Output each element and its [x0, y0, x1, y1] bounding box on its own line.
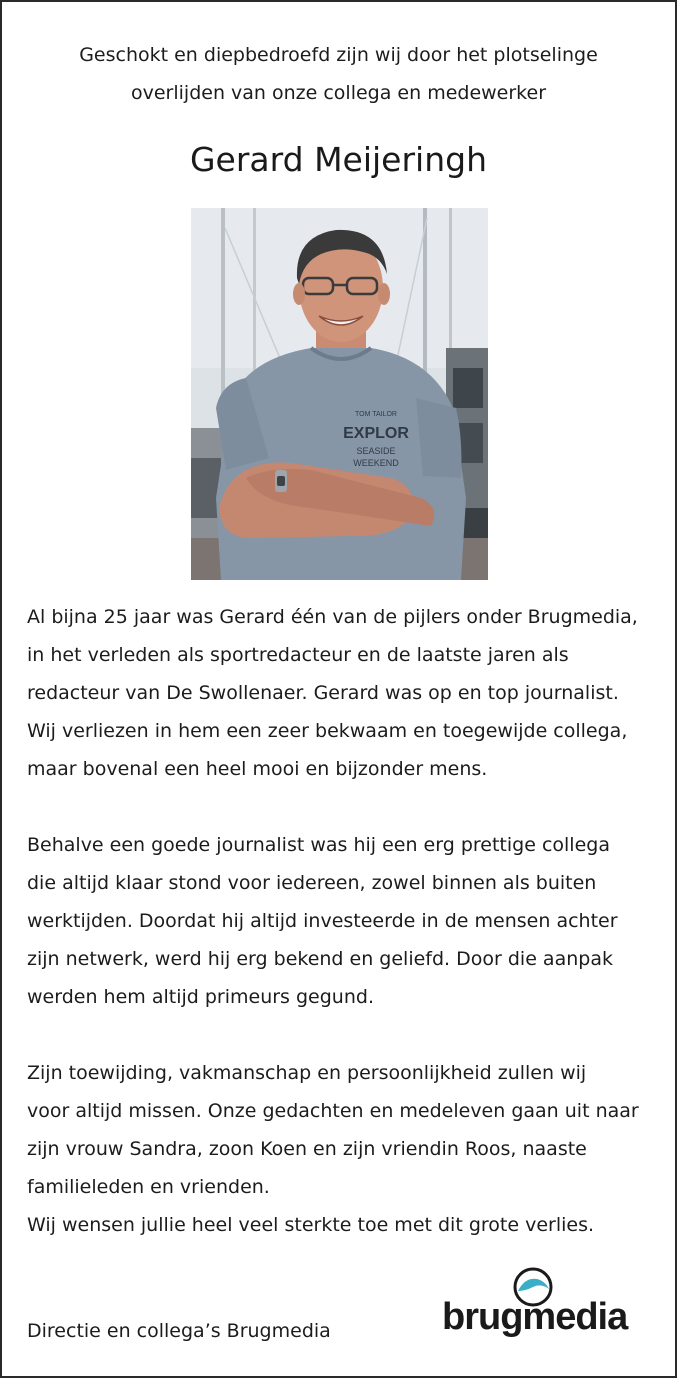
text-line: werktijden. Doordat hij altijd investeerde in de mensen achter [27, 910, 618, 932]
paragraph-gap [27, 1016, 667, 1054]
intro-line: Geschokt en diepbedroefd zijn wij door het plotselinge [79, 44, 598, 66]
text-line: maar bovenal een heel mooi en bijzonder mens. [27, 758, 488, 780]
shirt-print-line: EXPLOR [343, 425, 409, 442]
text-line: Zijn toewijding, vakmanschap en persoonlijkheid zullen wij [27, 1062, 587, 1084]
text-line: Al bijna 25 jaar was Gerard één van de pijlers onder Brugmedia, [27, 606, 638, 628]
text-line: in het verleden als sportredacteur en de laatste jaren als [27, 644, 569, 666]
brugmedia-logo [442, 1264, 632, 1350]
shirt-print-line: SEASIDE [356, 446, 396, 456]
text-line: familieleden en vrienden. [27, 1176, 270, 1198]
paragraph [27, 826, 667, 1016]
text-line: Behalve een goede journalist was hij een erg prettige collega [27, 834, 610, 856]
text-line: zijn netwerk, werd hij erg bekend en geliefd. Door die aanpak [27, 948, 613, 970]
portrait-photo [191, 208, 488, 580]
paragraph [27, 1054, 667, 1244]
paragraph [27, 598, 667, 788]
shirt-print-line: TOM TAILOR [354, 411, 398, 418]
text-line: Wij verliezen in hem een zeer bekwaam en toegewijde collega, [27, 720, 628, 742]
text-line: werden hem altijd primeurs gegund. [27, 986, 374, 1008]
intro-line: overlijden van onze collega en medewerker [130, 82, 547, 104]
signature: Directie en collega’s Brugmedia [27, 1320, 331, 1342]
text-line: redacteur van De Swollenaer. Gerard was op en top journalist. [27, 682, 619, 704]
text-line: Wij wensen jullie heel veel sterkte toe met dit grote verlies. [27, 1214, 595, 1236]
brugmedia-wordmark: brugmedia [442, 1296, 628, 1338]
paragraph-gap [27, 788, 667, 826]
text-line: die altijd klaar stond voor iedereen, zowel binnen als buiten [27, 872, 597, 894]
obituary-body [27, 598, 667, 1244]
text-line: voor altijd missen. Onze gedachten en medeleven gaan uit naar [27, 1100, 639, 1122]
text-line: zijn vrouw Sandra, zoon Koen en zijn vriendin Roos, naaste [27, 1138, 587, 1160]
intro-text [2, 36, 675, 112]
deceased-name: Gerard Meijeringh [189, 140, 488, 179]
shirt-print-line: WEEKEND [353, 458, 399, 468]
